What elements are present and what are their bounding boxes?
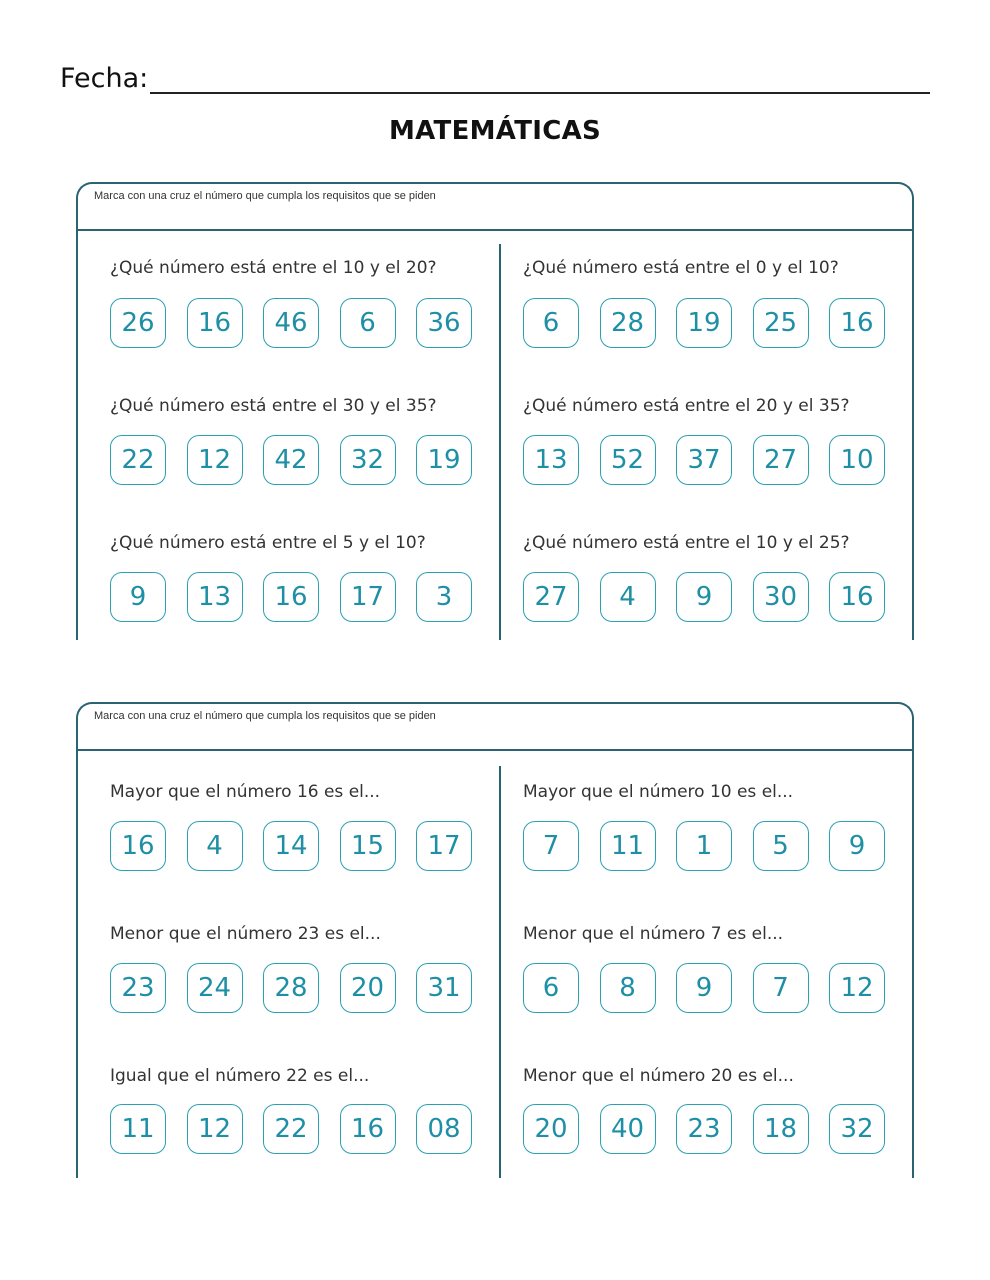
number-option-box[interactable]: 9 [829,821,885,871]
question-text: ¿Qué número está entre el 10 y el 25? [523,533,850,553]
number-option-box[interactable]: 11 [600,821,656,871]
number-option-box[interactable]: 5 [753,821,809,871]
question-text: Menor que el número 7 es el... [523,924,784,944]
number-option-box[interactable]: 16 [340,1104,396,1154]
answer-options [523,1104,906,1154]
number-option-box[interactable]: 11 [110,1104,166,1154]
number-option-box[interactable]: 16 [829,572,885,622]
question-text: Mayor que el número 10 es el... [523,782,794,802]
question-text: ¿Qué número está entre el 5 y el 10? [110,533,426,553]
number-option-box[interactable]: 6 [523,298,579,348]
answer-options [523,298,906,348]
answer-options [110,572,493,622]
question-text: Mayor que el número 16 es el... [110,782,381,802]
number-option-box[interactable]: 46 [263,298,319,348]
number-option-box[interactable]: 52 [600,435,656,485]
number-option-box[interactable]: 23 [676,1104,732,1154]
exercise-panel [76,182,914,640]
number-option-box[interactable]: 42 [263,435,319,485]
number-option-box[interactable]: 16 [187,298,243,348]
number-option-box[interactable]: 32 [340,435,396,485]
answer-options [110,963,493,1013]
answer-options [110,435,493,485]
number-option-box[interactable]: 16 [263,572,319,622]
answer-options [110,1104,493,1154]
column-divider [499,766,501,1178]
number-option-box[interactable]: 8 [600,963,656,1013]
answer-options [523,572,906,622]
number-option-box[interactable]: 19 [416,435,472,485]
number-option-box[interactable]: 20 [523,1104,579,1154]
answer-options [523,435,906,485]
number-option-box[interactable]: 24 [187,963,243,1013]
answer-options [110,298,493,348]
number-option-box[interactable]: 37 [676,435,732,485]
column-divider [499,244,501,640]
number-option-box[interactable]: 22 [110,435,166,485]
number-option-box[interactable]: 10 [829,435,885,485]
question-text: Igual que el número 22 es el... [110,1066,370,1086]
number-option-box[interactable]: 7 [753,963,809,1013]
number-option-box[interactable]: 22 [263,1104,319,1154]
instruction-text: Marca con una cruz el número que cumpla los requisitos que se piden [78,704,912,751]
number-option-box[interactable]: 28 [263,963,319,1013]
number-option-box[interactable]: 28 [600,298,656,348]
number-option-box[interactable]: 12 [187,1104,243,1154]
number-option-box[interactable]: 27 [753,435,809,485]
number-option-box[interactable]: 16 [110,821,166,871]
number-option-box[interactable]: 26 [110,298,166,348]
question-text: ¿Qué número está entre el 30 y el 35? [110,396,437,416]
number-option-box[interactable]: 18 [753,1104,809,1154]
number-option-box[interactable]: 19 [676,298,732,348]
number-option-box[interactable]: 20 [340,963,396,1013]
question-text: ¿Qué número está entre el 20 y el 35? [523,396,850,416]
number-option-box[interactable]: 30 [753,572,809,622]
question-text: Menor que el número 23 es el... [110,924,381,944]
number-option-box[interactable]: 12 [187,435,243,485]
number-option-box[interactable]: 1 [676,821,732,871]
number-option-box[interactable]: 4 [187,821,243,871]
number-option-box[interactable]: 9 [676,963,732,1013]
number-option-box[interactable]: 17 [340,572,396,622]
answer-options [523,963,906,1013]
number-option-box[interactable]: 40 [600,1104,656,1154]
date-field [60,58,930,94]
number-option-box[interactable]: 3 [416,572,472,622]
number-option-box[interactable]: 14 [263,821,319,871]
number-option-box[interactable]: 08 [416,1104,472,1154]
number-option-box[interactable]: 17 [416,821,472,871]
instruction-text: Marca con una cruz el número que cumpla los requisitos que se piden [78,184,912,231]
number-option-box[interactable]: 25 [753,298,809,348]
page-title: MATEMÁTICAS [388,116,602,146]
number-option-box[interactable]: 16 [829,298,885,348]
number-option-box[interactable]: 15 [340,821,396,871]
number-option-box[interactable]: 13 [187,572,243,622]
number-option-box[interactable]: 31 [416,963,472,1013]
date-label: Fecha: [60,63,149,94]
number-option-box[interactable]: 6 [523,963,579,1013]
number-option-box[interactable]: 12 [829,963,885,1013]
number-option-box[interactable]: 7 [523,821,579,871]
answer-options [110,821,493,871]
number-option-box[interactable]: 36 [416,298,472,348]
date-blank-line[interactable] [150,62,930,94]
number-option-box[interactable]: 9 [110,572,166,622]
number-option-box[interactable]: 4 [600,572,656,622]
number-option-box[interactable]: 6 [340,298,396,348]
number-option-box[interactable]: 13 [523,435,579,485]
number-option-box[interactable]: 9 [676,572,732,622]
answer-options [523,821,906,871]
number-option-box[interactable]: 32 [829,1104,885,1154]
question-text: ¿Qué número está entre el 10 y el 20? [110,258,437,278]
exercise-panel [76,702,914,1178]
question-text: Menor que el número 20 es el... [523,1066,794,1086]
number-option-box[interactable]: 27 [523,572,579,622]
number-option-box[interactable]: 23 [110,963,166,1013]
question-text: ¿Qué número está entre el 0 y el 10? [523,258,839,278]
